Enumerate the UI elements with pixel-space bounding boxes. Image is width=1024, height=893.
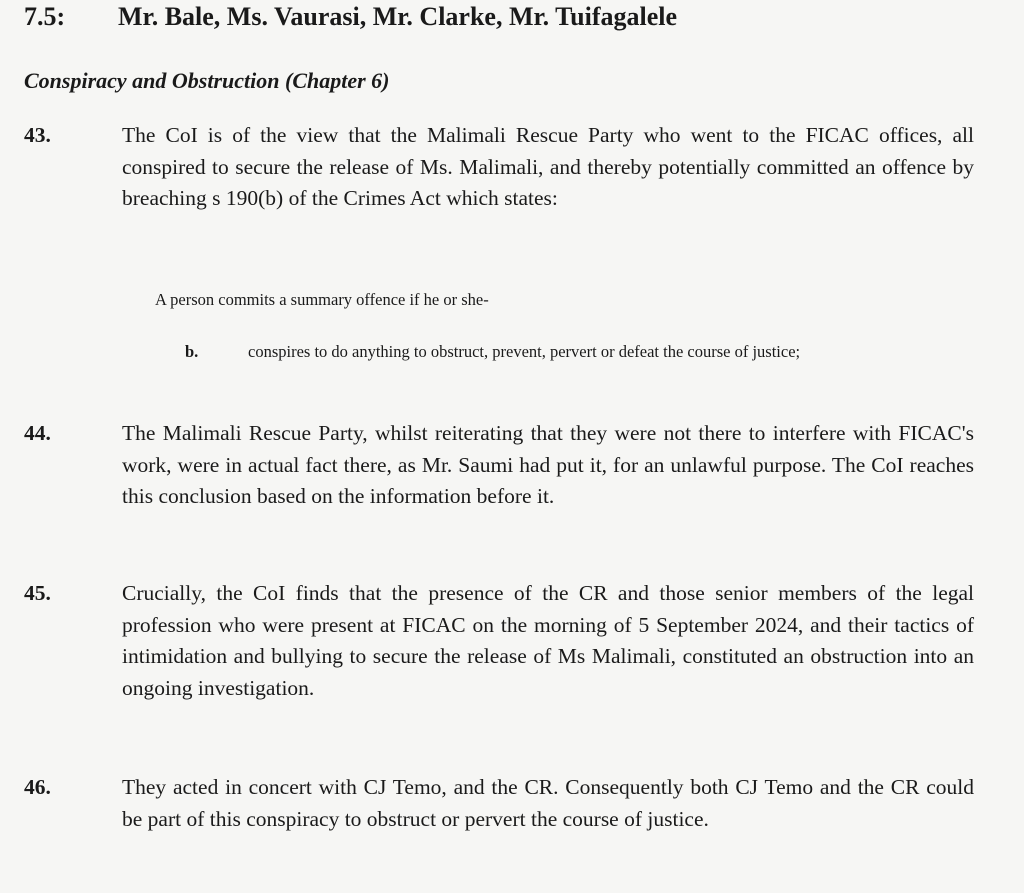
section-number: 7.5: [24,2,66,31]
subheading: Conspiracy and Obstruction (Chapter 6) [24,68,390,93]
paragraph-45 [24,578,974,704]
paragraph-number: 44. [24,421,51,445]
paragraph-46 [24,772,974,835]
paragraph-43 [24,120,974,215]
quote-item-letter: b. [185,342,199,361]
paragraph-text: The CoI is of the view that the Malimali Rescue Party who went to the FICAC offices, all conspired to secure the release of Ms. Malimali, and thereby potentially committed an offence by breaching s 190(b) of the Crimes Act which states: [122,123,974,210]
paragraph-number: 43. [24,123,51,147]
paragraph-text: Crucially, the CoI finds that the presence of the CR and those senior members of the legal profession who were present at FICAC on the morning of 5 September 2024, and their tactics of intimidation and bullying to secure the release of Ms Malimali, constituted an obstruction into an ongoing investigation. [122,581,974,700]
quote-item-b [185,340,975,364]
paragraph-number: 46. [24,775,51,799]
paragraph-text: They acted in concert with CJ Temo, and the CR. Consequently both CJ Temo and the CR could be part of this conspiracy to obstruct or pervert the course of justice. [122,775,974,831]
paragraph-text: The Malimali Rescue Party, whilst reiterating that they were not there to interfere with FICAC's work, were in actual fact there, as Mr. Saumi had put it, for an unlawful purpose. The CoI reaches this conclusion based on the information before it. [122,421,974,508]
paragraph-44 [24,418,974,513]
section-heading [24,2,677,32]
section-title: Mr. Bale, Ms. Vaurasi, Mr. Clarke, Mr. Tuifagalele [118,2,677,31]
quote-lead: A person commits a summary offence if he or she- [155,290,489,309]
paragraph-number: 45. [24,581,51,605]
quote-item-text: conspires to do anything to obstruct, prevent, pervert or defeat the course of justice; [248,342,801,361]
